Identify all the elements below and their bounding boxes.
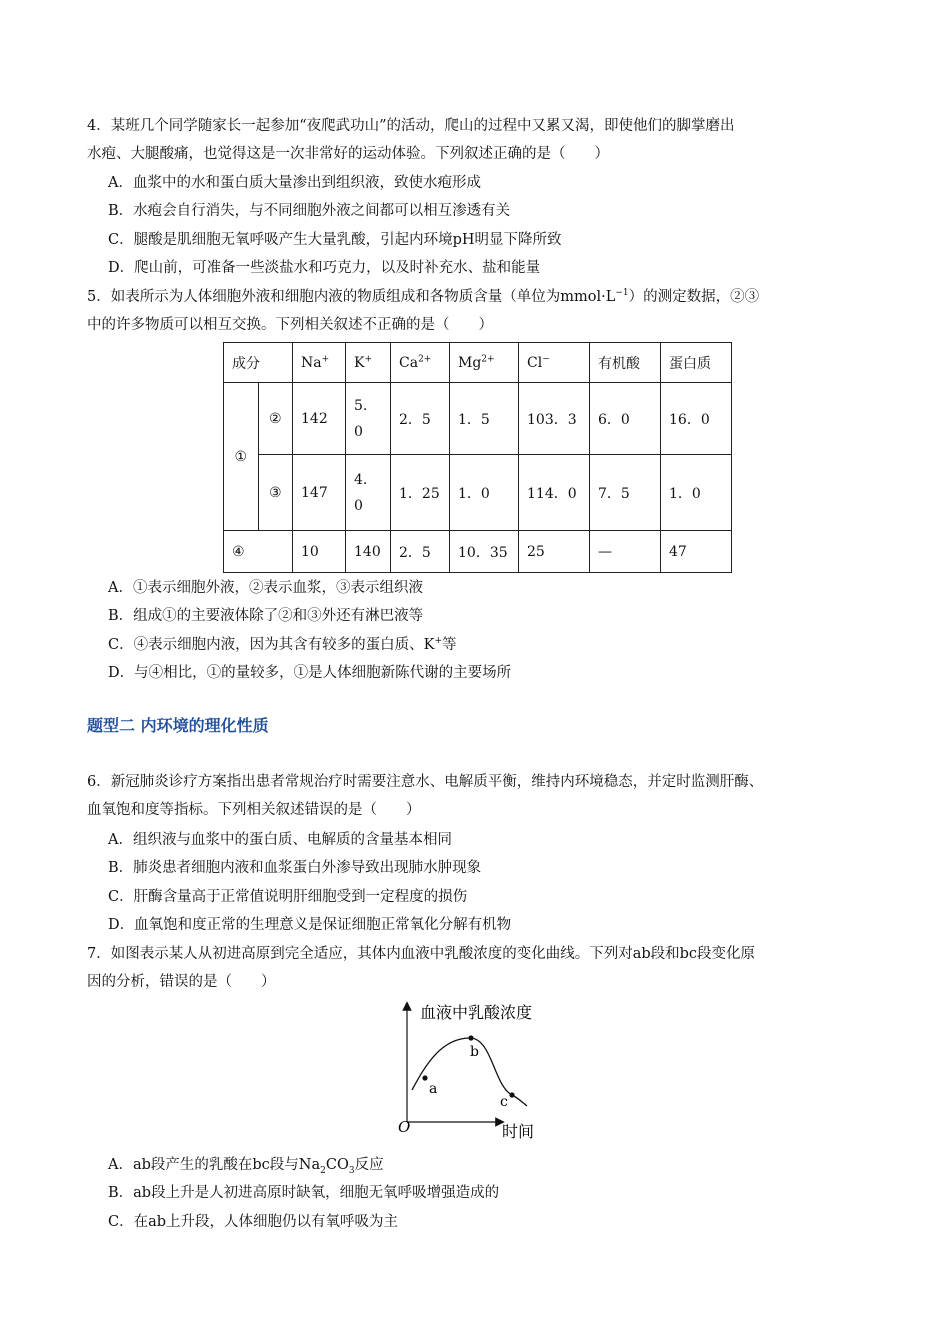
- table-row: [224, 531, 732, 573]
- q5-option-b: B．组成①的主要液体除了②和③外还有淋巴液等: [108, 608, 424, 624]
- header-cell-mg: $Mg^{2+}$: [450, 343, 519, 383]
- table-cell: 7．5: [590, 455, 661, 531]
- q6-stem-line2: 血氧饱和度等指标。下列相关叙述错误的是（ ）: [87, 802, 421, 818]
- row-label-cell: ③: [258, 455, 293, 531]
- table-cell: 1．25: [391, 455, 450, 531]
- group-label-cell: ①: [224, 383, 259, 531]
- table-cell: 1．5: [450, 383, 519, 455]
- table-cell: 5. 0: [346, 383, 391, 455]
- table-cell: 114．0: [519, 455, 590, 531]
- y-axis-label: 血液中乳酸浓度: [420, 1003, 533, 1022]
- table-row: [224, 383, 732, 455]
- table-row: [224, 455, 732, 531]
- q6-option-b: B．肺炎患者细胞内液和血浆蛋白外渗导致出现肺水肿现象: [108, 860, 482, 876]
- table-cell: 103．3: [519, 383, 590, 455]
- q5-stem-line2: 中的许多物质可以相互交换。下列相关叙述不正确的是（ ）: [87, 317, 493, 333]
- table-cell: 147: [293, 455, 346, 531]
- point-a: [422, 1075, 427, 1080]
- table-cell: 142: [293, 383, 346, 455]
- q7-stem-line2: 因的分析，错误的是（ ）: [87, 974, 276, 990]
- q5-option-c: C．④表示细胞内液，因为其含有较多的蛋白质、K+等: [108, 636, 457, 653]
- table-cell: 2．5: [391, 383, 450, 455]
- table-cell: 2．5: [391, 531, 450, 573]
- q4-option-d: D．爬山前，可准备一些淡盐水和巧克力，以及时补充水、盐和能量: [108, 260, 541, 276]
- table-cell: 16．0: [661, 383, 732, 455]
- table-cell: 1．0: [450, 455, 519, 531]
- table-cell: 6．0: [590, 383, 661, 455]
- table-cell: 10: [293, 531, 346, 573]
- row-label-cell: ②: [258, 383, 293, 455]
- q5-unit-sup: −1: [615, 288, 629, 299]
- x-axis-label: 时间: [502, 1122, 535, 1141]
- header-cell-organic-acid: 有机酸: [590, 343, 661, 383]
- point-b-label: b: [470, 1044, 479, 1060]
- header-cell-protein: 蛋白质: [661, 343, 732, 383]
- q6-stem-line1: 6．新冠肺炎诊疗方案指出患者常规治疗时需要注意水、电解质平衡，维持内环境稳态，并定时监测肝酶、: [87, 774, 764, 790]
- table-cell: 4. 0: [346, 455, 391, 531]
- header-cell-cl: Cl−: [519, 343, 590, 383]
- point-b: [468, 1035, 473, 1040]
- header-cell-k: K+: [346, 343, 391, 383]
- point-a-label: a: [429, 1081, 438, 1097]
- table-cell: —: [590, 531, 661, 573]
- header-cell-component: 成分: [224, 343, 293, 383]
- q5-stem-text-a: 5．如表所示为人体细胞外液和细胞内液的物质组成和各物质含量（单位为mmol·L: [87, 289, 616, 305]
- q4-option-b: B．水疱会自行消失，与不同细胞外液之间都可以相互渗透有关: [108, 203, 511, 219]
- q6-option-d: D．血氧饱和度正常的生理意义是保证细胞正常氧化分解有机物: [108, 917, 512, 933]
- section-title: 题型二 内环境的理化性质: [87, 716, 269, 735]
- composition-table: [223, 342, 732, 573]
- table-header-row: [224, 343, 732, 383]
- q6-option-a: A．组织液与血浆中的蛋白质、电解质的含量基本相同: [108, 832, 452, 848]
- q5-option-a: A．①表示细胞外液，②表示血浆，③表示组织液: [108, 580, 423, 596]
- table-cell: 140: [346, 531, 391, 573]
- point-c: [509, 1092, 514, 1097]
- table-cell: 10．35: [450, 531, 519, 573]
- q7-stem-line1: 7．如图表示某人从初进高原到完全适应，其体内血液中乳酸浓度的变化曲线。下列对ab段和bc段变化原: [87, 946, 756, 962]
- q4-option-a: A．血浆中的水和蛋白质大量渗出到组织液，致使水疱形成: [108, 175, 481, 191]
- q5-stem-text-b: ）的测定数据，②③: [628, 289, 760, 305]
- table-cell: 25: [519, 531, 590, 573]
- lactate-chart: [390, 998, 560, 1148]
- row-label-cell: ④: [224, 531, 293, 573]
- q6-option-c: C．肝酶含量高于正常值说明肝细胞受到一定程度的损伤: [108, 889, 468, 905]
- q7-option-a: A．ab段产生的乳酸在bc段与$Na_2CO_3$反应: [108, 1157, 384, 1176]
- q5-stem-line1: [87, 287, 759, 307]
- header-cell-ca: $Ca^{2+}$: [391, 343, 450, 383]
- q4-stem-line2: 水疱、大腿酸痛，也觉得这是一次非常好的运动体验。下列叙述正确的是（ ）: [87, 146, 609, 162]
- table-cell: 1．0: [661, 455, 732, 531]
- point-c-label: c: [500, 1094, 508, 1110]
- origin-label: O: [398, 1118, 411, 1136]
- table-cell: 47: [661, 531, 732, 573]
- q4-option-c: C．腿酸是肌细胞无氧呼吸产生大量乳酸，引起内环境pH明显下降所致: [108, 232, 562, 248]
- q7-option-c: C．在ab上升段，人体细胞仍以有氧呼吸为主: [108, 1214, 399, 1230]
- q7-option-b: B．ab段上升是人初进高原时缺氧，细胞无氧呼吸增强造成的: [108, 1185, 500, 1201]
- q4-stem-line1: 4．某班几个同学随家长一起参加“夜爬武功山”的活动，爬山的过程中又累又渴，即使他们的脚掌磨出: [87, 118, 735, 134]
- header-cell-na: Na+: [293, 343, 346, 383]
- q5-option-d: D．与④相比，①的量较多，①是人体细胞新陈代谢的主要场所: [108, 665, 512, 681]
